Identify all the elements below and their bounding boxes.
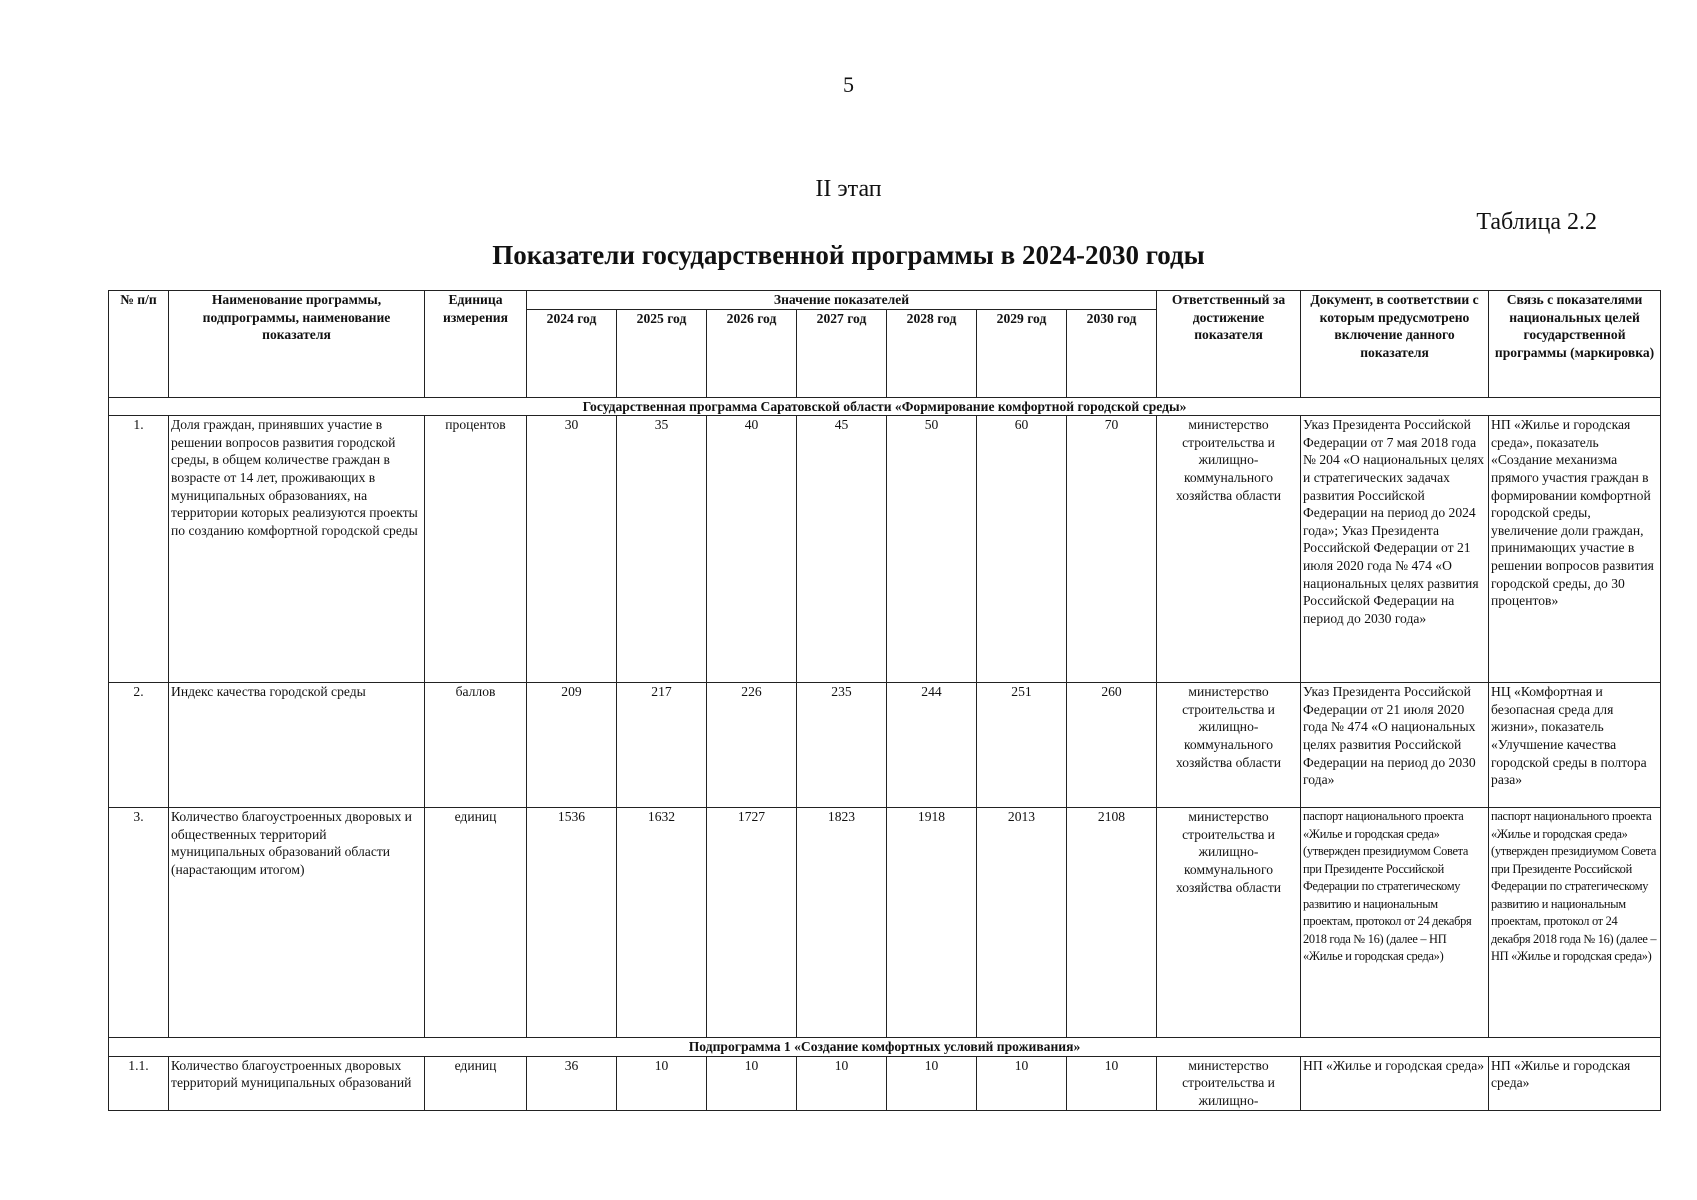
row-value: 40 [707, 416, 797, 683]
row-link: паспорт национального проекта «Жилье и городская среда» (утвержден президиумом Совета при Президенте Российской Федерации по стратегическому развитию и национальным проектам, протокол от 24 декабря 2018 года № 16) (далее – НП «Жилье и городская среда») [1489, 808, 1661, 1038]
row-name: Количество благоустроенных дворовых и общественных территорий муниципальных образований области (нарастающим итогом) [169, 808, 425, 1038]
row-value: 260 [1067, 683, 1157, 808]
row-value: 50 [887, 416, 977, 683]
row-value: 1727 [707, 808, 797, 1038]
row-responsible: министерство строительства и жилищно-коммунального хозяйства области [1157, 683, 1301, 808]
table-label: Таблица 2.2 [1476, 209, 1597, 235]
row-value: 235 [797, 683, 887, 808]
row-value: 1632 [617, 808, 707, 1038]
row-unit: баллов [425, 683, 527, 808]
section-row-subprogram [109, 1038, 1661, 1057]
row-value: 2108 [1067, 808, 1157, 1038]
row-num: 2. [109, 683, 169, 808]
header-document: Документ, в соответствии с которым предусмотрено включение данного показателя [1301, 291, 1489, 398]
header-unit: Единица измерения [425, 291, 527, 398]
row-value: 10 [617, 1056, 707, 1110]
row-value: 60 [977, 416, 1067, 683]
table-row [109, 683, 1661, 808]
row-unit: единиц [425, 808, 527, 1038]
row-value: 1536 [527, 808, 617, 1038]
row-num: 3. [109, 808, 169, 1038]
row-document: НП «Жилье и городская среда» [1301, 1056, 1489, 1110]
row-value: 226 [707, 683, 797, 808]
page-number: 5 [843, 72, 854, 97]
header-responsible: Ответственный за достижение показателя [1157, 291, 1301, 398]
table-row [109, 416, 1661, 683]
row-value: 45 [797, 416, 887, 683]
section-title: Государственная программа Саратовской области «Формирование комфортной городской среды» [109, 397, 1661, 416]
row-value: 1823 [797, 808, 887, 1038]
row-link: НП «Жилье и городская среда» [1489, 1056, 1661, 1110]
row-value: 209 [527, 683, 617, 808]
row-value: 35 [617, 416, 707, 683]
header-year: 2024 год [527, 309, 617, 397]
header-values-group: Значение показателей [527, 291, 1157, 310]
header-year: 2027 год [797, 309, 887, 397]
row-value: 70 [1067, 416, 1157, 683]
row-value: 1918 [887, 808, 977, 1038]
row-num: 1.1. [109, 1056, 169, 1110]
header-year: 2026 год [707, 309, 797, 397]
row-name: Индекс качества городской среды [169, 683, 425, 808]
section-row-program [109, 397, 1661, 416]
row-responsible: министерство строительства и жилищно- [1157, 1056, 1301, 1110]
document-title: Показатели государственной программы в 2024-2030 годы [492, 240, 1205, 270]
header-year: 2029 год [977, 309, 1067, 397]
header-name: Наименование программы, подпрограммы, наименование показателя [169, 291, 425, 398]
row-value: 2013 [977, 808, 1067, 1038]
header-link: Связь с показателями национальных целей государственной программы (маркировка) [1489, 291, 1661, 398]
row-value: 10 [887, 1056, 977, 1110]
row-value: 10 [797, 1056, 887, 1110]
row-value: 217 [617, 683, 707, 808]
row-document: Указ Президента Российской Федерации от 7 мая 2018 года № 204 «О национальных целях и стратегических задачах развития Российской Федерации на период до 2024 года»; Указ Президента Российской Федерации от 21 июля 2020 года № 474 «О национальных целях развития Российской Федерации на период до 2030 года» [1301, 416, 1489, 683]
section-title: Подпрограмма 1 «Создание комфортных условий проживания» [109, 1038, 1661, 1057]
row-name: Количество благоустроенных дворовых территорий муниципальных образований [169, 1056, 425, 1110]
table-row [109, 1056, 1661, 1110]
row-responsible: министерство строительства и жилищно-коммунального хозяйства области [1157, 808, 1301, 1038]
header-year: 2028 год [887, 309, 977, 397]
row-responsible: министерство строительства и жилищно-коммунального хозяйства области [1157, 416, 1301, 683]
header-num: № п/п [109, 291, 169, 398]
table-row [109, 808, 1661, 1038]
indicators-table [108, 290, 1661, 1111]
row-link: НЦ «Комфортная и безопасная среда для жизни», показатель «Улучшение качества городской среды в полтора раза» [1489, 683, 1661, 808]
row-value: 244 [887, 683, 977, 808]
row-unit: процентов [425, 416, 527, 683]
row-value: 10 [1067, 1056, 1157, 1110]
header-year: 2030 год [1067, 309, 1157, 397]
row-num: 1. [109, 416, 169, 683]
stage-heading: II этап [815, 176, 882, 202]
header-year: 2025 год [617, 309, 707, 397]
row-link: НП «Жилье и городская среда», показатель «Создание механизма прямого участия граждан в формировании комфортной городской среды, увеличение доли граждан, принимающих участие в решении вопросов развития городской среды, до 30 процентов» [1489, 416, 1661, 683]
row-value: 30 [527, 416, 617, 683]
row-value: 36 [527, 1056, 617, 1110]
row-document: паспорт национального проекта «Жилье и городская среда» (утвержден президиумом Совета при Президенте Российской Федерации по стратегическому развитию и национальным проектам, протокол от 24 декабря 2018 года № 16) (далее – НП «Жилье и городская среда») [1301, 808, 1489, 1038]
row-unit: единиц [425, 1056, 527, 1110]
row-value: 10 [707, 1056, 797, 1110]
row-document: Указ Президента Российской Федерации от 21 июля 2020 года № 474 «О национальных целях развития Российской Федерации на период до 2030 года» [1301, 683, 1489, 808]
row-name: Доля граждан, принявших участие в решении вопросов развития городской среды, в общем количестве граждан в возрасте от 14 лет, проживающих в муниципальных образованиях, на территории которых реализуются проекты по созданию комфортной городской среды [169, 416, 425, 683]
row-value: 251 [977, 683, 1067, 808]
header-row-1 [109, 291, 1661, 310]
row-value: 10 [977, 1056, 1067, 1110]
